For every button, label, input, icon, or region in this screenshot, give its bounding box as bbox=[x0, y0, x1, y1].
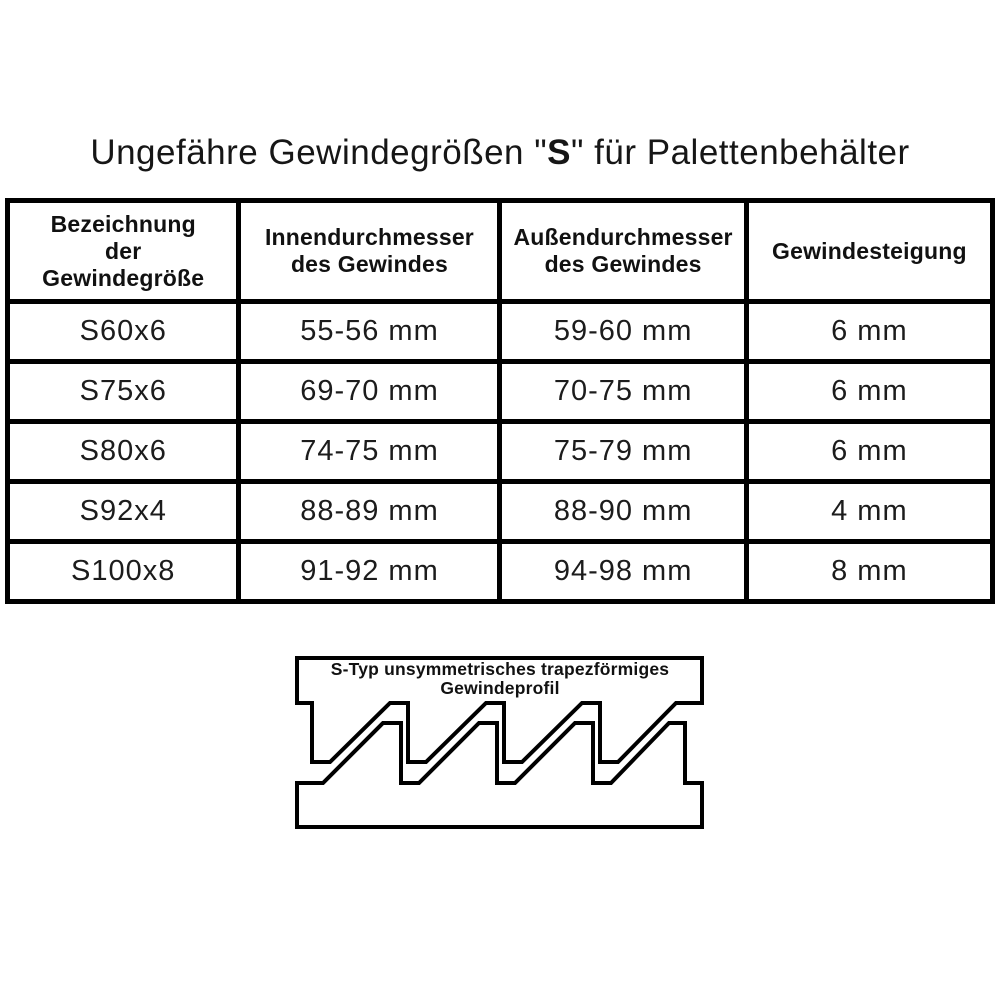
title-text-suffix: " für Palettenbehälter bbox=[571, 133, 910, 172]
title-text-prefix: Ungefähre Gewindegrößen " bbox=[90, 133, 548, 172]
diagram-label-line1: S-Typ unsymmetrisches trapezförmiges bbox=[330, 659, 670, 679]
table-row bbox=[8, 422, 993, 482]
cell-size-designation: S80x6 bbox=[8, 422, 239, 482]
cell-outer-diameter: 75-79 mm bbox=[500, 422, 746, 482]
table-header-row bbox=[8, 201, 993, 302]
diagram-label bbox=[291, 660, 709, 698]
cell-pitch: 6 mm bbox=[746, 422, 992, 482]
header-line: Innendurchmesser bbox=[264, 224, 474, 250]
diagram-label-line2: Gewindeprofil bbox=[440, 678, 560, 698]
table-row bbox=[8, 302, 993, 362]
header-line: Gewindesteigung bbox=[772, 237, 967, 264]
column-header-gewindesteigung bbox=[746, 201, 992, 302]
header-line: des Gewindes bbox=[544, 251, 702, 277]
cell-inner-diameter: 91-92 mm bbox=[239, 542, 500, 602]
thread-profile-diagram bbox=[291, 650, 709, 832]
column-header-innendurchmesser bbox=[239, 201, 500, 302]
cell-outer-diameter: 59-60 mm bbox=[500, 302, 746, 362]
table-row bbox=[8, 362, 993, 422]
cell-outer-diameter: 88-90 mm bbox=[500, 482, 746, 542]
cell-pitch: 6 mm bbox=[746, 362, 992, 422]
cell-pitch: 8 mm bbox=[746, 542, 992, 602]
cell-pitch: 6 mm bbox=[746, 302, 992, 362]
cell-size-designation: S100x8 bbox=[8, 542, 239, 602]
cell-size-designation: S75x6 bbox=[8, 362, 239, 422]
header-line: Außendurchmesser bbox=[513, 224, 733, 250]
cell-inner-diameter: 69-70 mm bbox=[239, 362, 500, 422]
column-header-aussendurchmesser bbox=[500, 201, 746, 302]
cell-outer-diameter: 94-98 mm bbox=[500, 542, 746, 602]
cell-size-designation: S92x4 bbox=[8, 482, 239, 542]
header-line: des Gewindes bbox=[290, 251, 449, 277]
column-header-bezeichnung bbox=[8, 201, 239, 302]
cell-pitch: 4 mm bbox=[746, 482, 992, 542]
header-line: Bezeichnung bbox=[50, 210, 196, 237]
page-title bbox=[0, 133, 1000, 173]
title-emphasis-s: S bbox=[547, 133, 572, 172]
header-line: der bbox=[105, 237, 142, 264]
table-row bbox=[8, 542, 993, 602]
table-row bbox=[8, 482, 993, 542]
cell-size-designation: S60x6 bbox=[8, 302, 239, 362]
cell-inner-diameter: 55-56 mm bbox=[239, 302, 500, 362]
cell-outer-diameter: 70-75 mm bbox=[500, 362, 746, 422]
cell-inner-diameter: 74-75 mm bbox=[239, 422, 500, 482]
cell-inner-diameter: 88-89 mm bbox=[239, 482, 500, 542]
header-line: Gewindegröße bbox=[42, 264, 205, 291]
thread-size-table bbox=[5, 198, 995, 604]
